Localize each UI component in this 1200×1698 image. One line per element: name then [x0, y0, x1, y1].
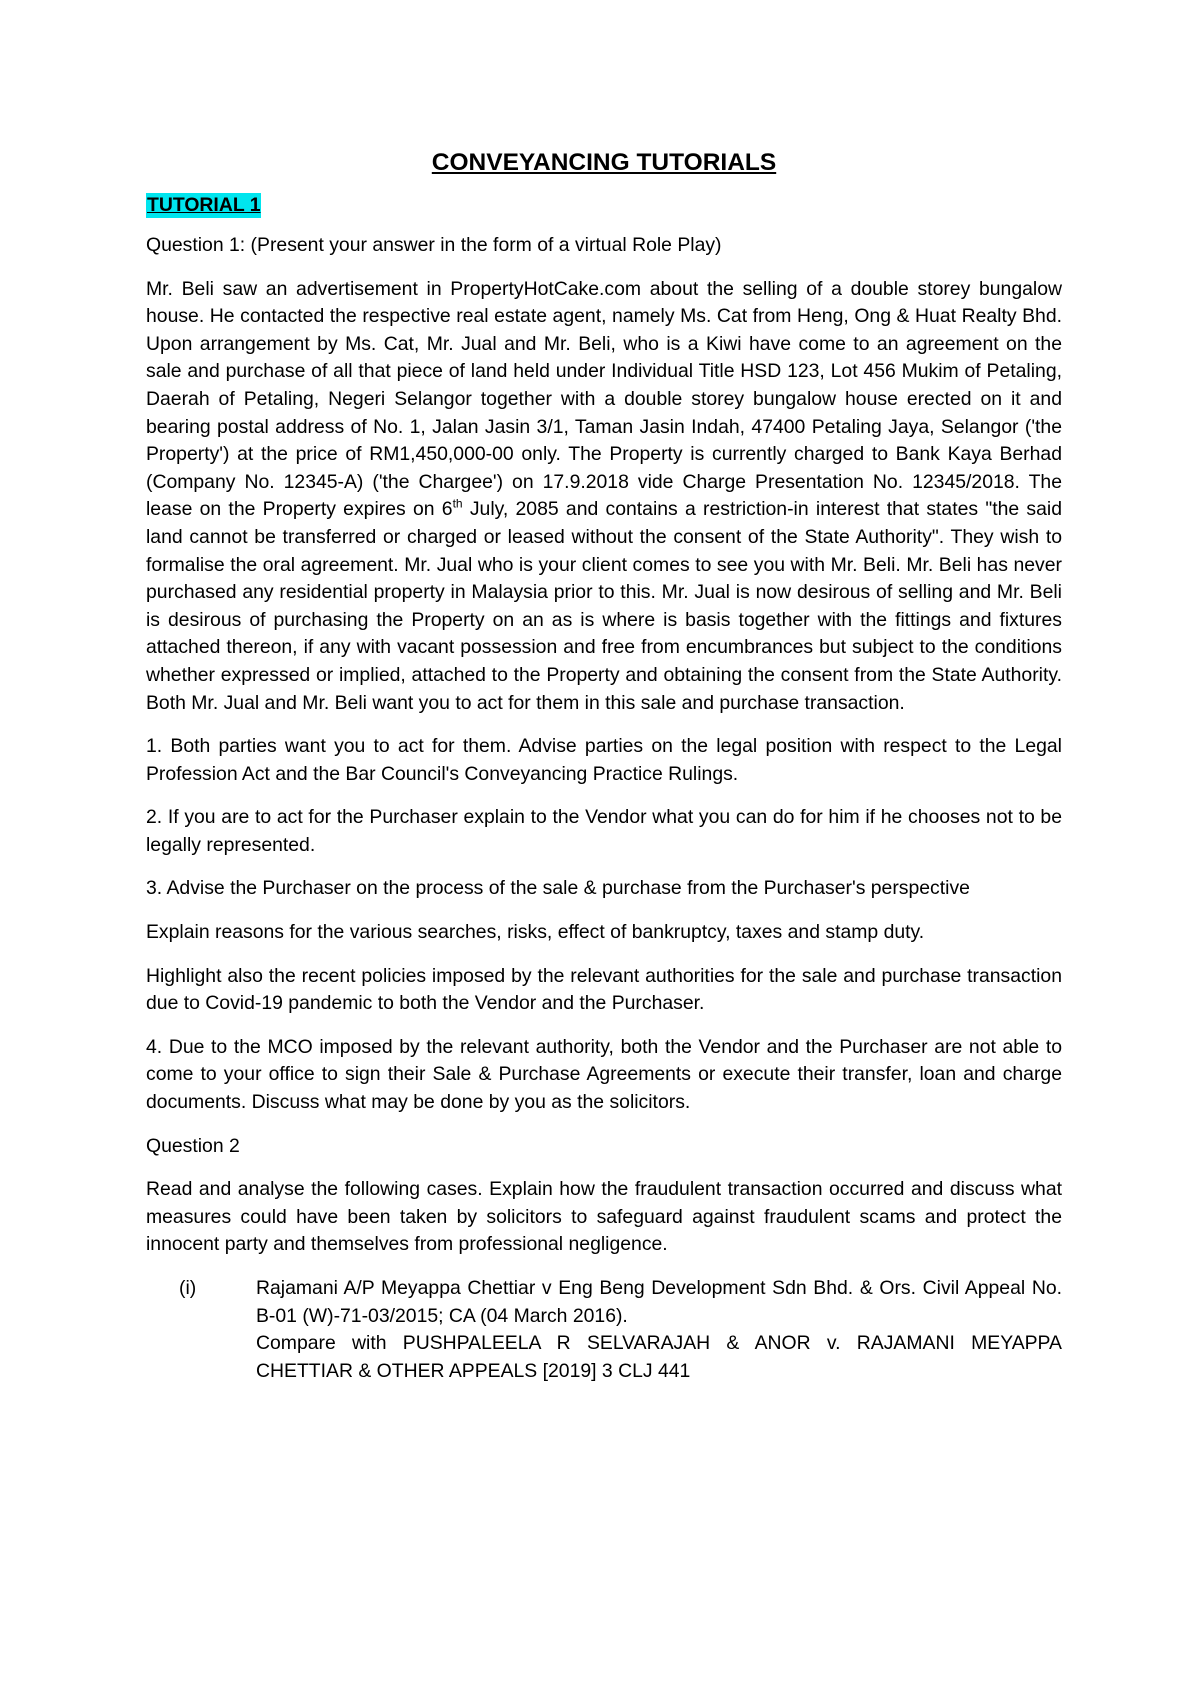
document-page: [146, 140, 1062, 1385]
facts-superscript: th: [452, 496, 463, 511]
facts-text-part2: July, 2085 and contains a restriction-in interest that states "the said land cannot be transferred or charged or leased without the consent of the State Authority". They wish to formalise the oral agreement. Mr. Jual who is your client comes to see you with Mr. Beli. Mr. Beli has never purchased any residential property in Malaysia prior to this. Mr. Jual is now desirous of selling and Mr. Beli is desirous of purchasing the Property on an as is where is basis together with the fittings and fixtures attached thereon, if any with vacant possession and free from encumbrances but subject to the conditions whether expressed or implied, attached to the Property and obtaining the consent from the State Authority. Both Mr. Jual and Mr. Beli want you to act for them in this sale and purchase transaction.: [146, 498, 1062, 714]
question1-item-1: 1. Both parties want you to act for them. Advise parties on the legal position with respect to the Legal Profession Act and the Bar Council's Conveyancing Practice Rulings.: [146, 735, 1062, 785]
tutorial-label: TUTORIAL 1: [147, 194, 261, 216]
case-list-item: [146, 1275, 1062, 1385]
case-number: (i): [179, 1277, 197, 1299]
question1-item-4: 4. Due to the MCO imposed by the relevant authority, both the Vendor and the Purchaser are not able to come to your office to sign their Sale & Purchase Agreements or execute their transfer, loan and charge documents. Discuss what may be done by you as the solicitors.: [146, 1035, 1062, 1114]
question1-item-3-explain: Explain reasons for the various searches, risks, effect of bankruptcy, taxes and stamp duty.: [146, 921, 925, 944]
question1-item-3: 3. Advise the Purchaser on the process of the sale & purchase from the Purchaser's perspective: [146, 877, 970, 900]
question2-intro: Read and analyse the following cases. Explain how the fraudulent transaction occurred and discuss what measures could have been taken by solicitors to safeguard against fraudulent scams and protect the innocent party and themselves from professional negligence.: [146, 1178, 1062, 1256]
question1-facts: [146, 276, 1062, 718]
question1-heading: Question 1: (Present your answer in the form of a virtual Role Play): [146, 234, 722, 256]
question1-item-2: 2. If you are to act for the Purchaser explain to the Vendor what you can do for him if he chooses not to be legally represented.: [146, 806, 1062, 856]
question2-heading: Question 2: [146, 1134, 240, 1157]
question1-item-3-highlight: Highlight also the recent policies imposed by the relevant authorities for the sale and purchase transaction due to Covid-19 pandemic to both the Vendor and the Purchaser.: [146, 964, 1062, 1015]
facts-text-part1: Mr. Beli saw an advertisement in PropertyHotCake.com about the selling of a double storey bungalow house. He contacted the respective real estate agent, namely Ms. Cat from Heng, Ong & Huat Realty Bhd. Upon arrangement by Ms. Cat, Mr. Jual and Mr. Beli, who is a Kiwi have come to an agreement on the sale and purchase of all that piece of land held under Individual Title HSD 123, Lot 456 Mukim of Petaling, Daerah of Petaling, Negeri Selangor together with a double storey bungalow house erected on it and bearing postal address of No. 1, Jalan Jasin 3/1, Taman Jasin Indah, 47400 Petaling Jaya, Selangor ('the Property') at the price of RM1,450,000-00 only. The Property is currently charged to Bank Kaya Berhad (Company No. 12345-A) ('the Chargee') on 17.9.2018 vide Charge Presentation No. 12345/2018. The lease on the Property expires on 6: [146, 277, 1062, 521]
document-title: CONVEYANCING TUTORIALS: [431, 149, 777, 176]
case-body: [256, 1275, 1062, 1385]
case-citation: Rajamani A/P Meyappa Chettiar v Eng Beng Development Sdn Bhd. & Ors. Civil Appeal No. B-01 (W)-71-03/2015; CA (04 March 2016).: [256, 1277, 1062, 1327]
case-comparison: Compare with PUSHPALEELA R SELVARAJAH & ANOR v. RAJAMANI MEYAPPA CHETTIAR & OTHER APPEALS [2019] 3 CLJ 441: [256, 1332, 1062, 1382]
